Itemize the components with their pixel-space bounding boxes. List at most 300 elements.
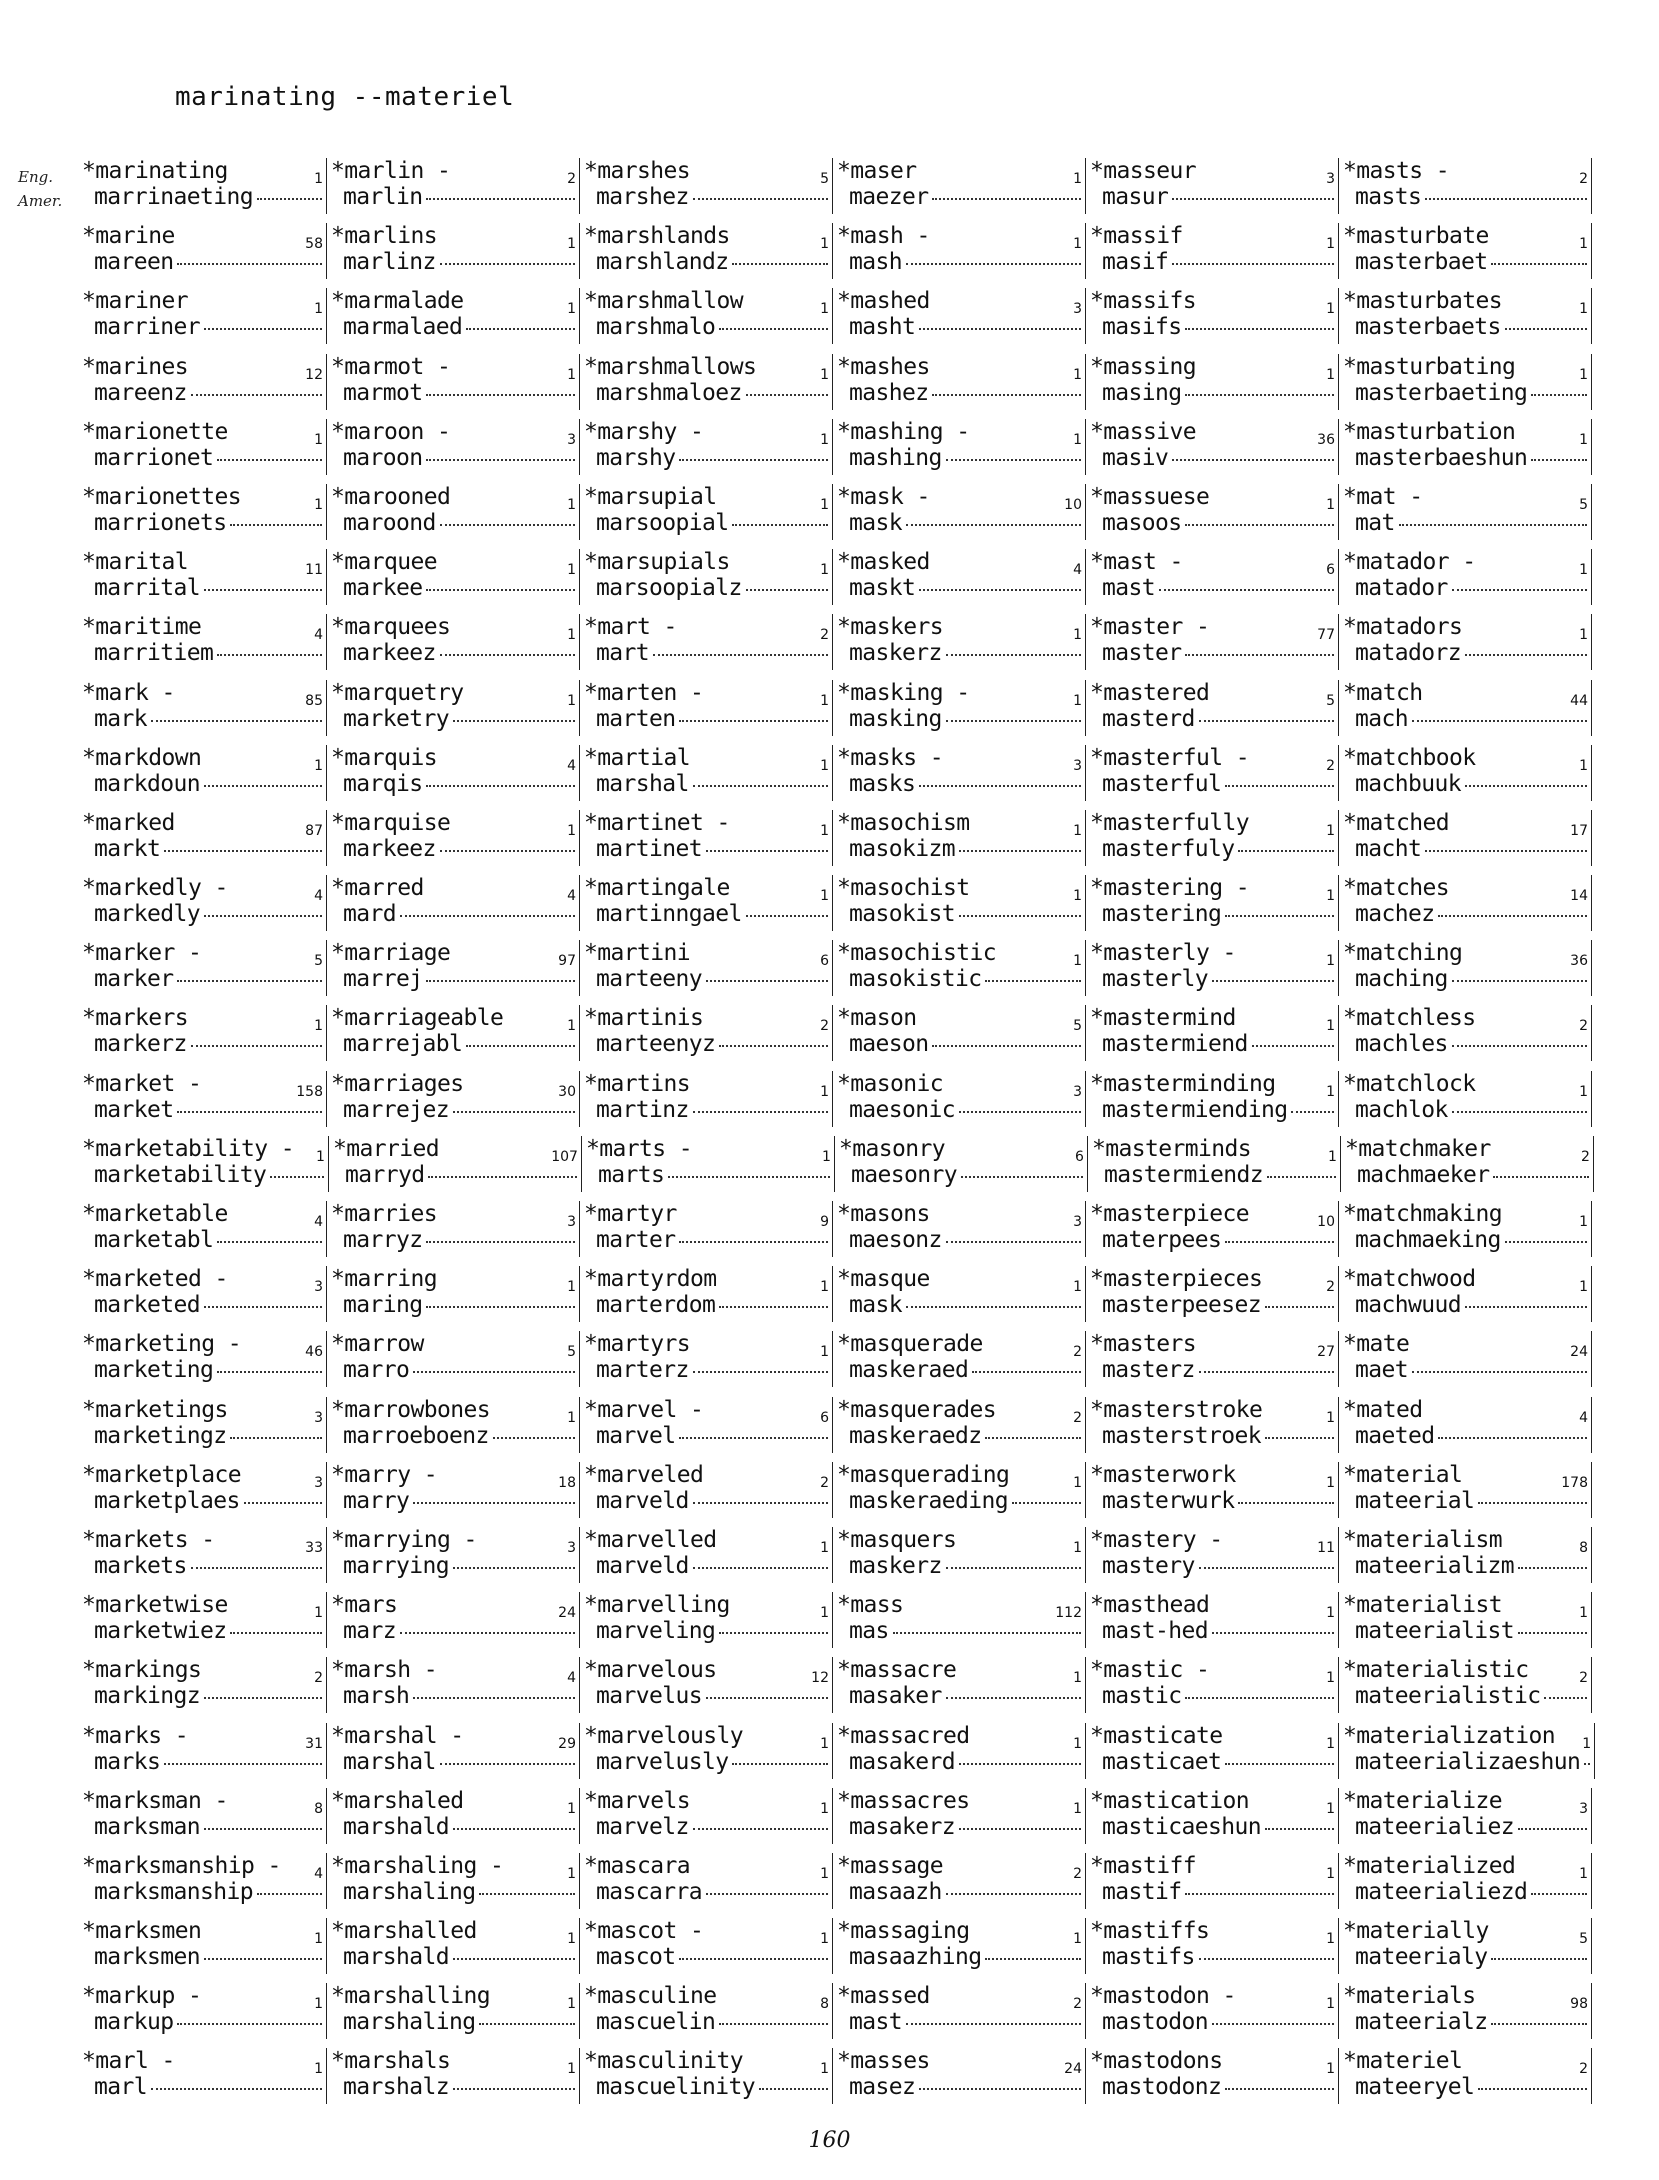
frequency-count: 1 xyxy=(1073,171,1082,187)
headword: *martini xyxy=(584,940,690,967)
respelling: mateerializm xyxy=(1355,1552,1514,1579)
respelling-line xyxy=(1343,836,1587,862)
respelling: marketing xyxy=(94,1357,214,1384)
respelling: marsoopialz xyxy=(596,575,742,602)
dotted-leader xyxy=(1199,720,1334,722)
respelling-line xyxy=(584,314,828,340)
respelling: machmaeking xyxy=(1355,1227,1501,1253)
respelling-line xyxy=(82,445,322,471)
respelling-line xyxy=(82,2009,322,2035)
headword: *matchlock xyxy=(1343,1070,1476,1097)
headword: *mash - xyxy=(837,223,930,250)
respelling: maroond xyxy=(343,509,436,536)
frequency-count: 1 xyxy=(1326,953,1335,970)
word-entry xyxy=(32,288,327,344)
headword: *marveled xyxy=(584,1461,704,1488)
word-entry xyxy=(1086,614,1339,670)
respelling: marketplaes xyxy=(94,1487,240,1514)
frequency-count: 1 xyxy=(820,1800,829,1817)
respelling: markt xyxy=(94,835,161,862)
dotted-leader xyxy=(1172,263,1334,265)
entry-row xyxy=(32,1136,1622,1201)
respelling: martinngael xyxy=(596,901,742,928)
word-entry xyxy=(1339,1592,1592,1648)
word-entry xyxy=(580,354,833,410)
entry-row xyxy=(32,1331,1622,1396)
respelling-line xyxy=(1090,1357,1334,1383)
frequency-count: 112 xyxy=(1055,1605,1082,1622)
frequency-count: 6 xyxy=(820,1409,829,1426)
respelling: marketingz xyxy=(94,1422,227,1449)
dotted-leader xyxy=(151,2088,322,2090)
dotted-leader xyxy=(732,1763,828,1765)
frequency-count: 1 xyxy=(1073,1539,1082,1556)
word-entry xyxy=(327,1723,580,1779)
entry-row xyxy=(32,1853,1622,1918)
respelling: masokistic xyxy=(849,966,982,993)
respelling: mareen xyxy=(94,249,174,276)
dotted-leader xyxy=(217,1371,322,1373)
word-entry xyxy=(1339,354,1592,410)
respelling-line xyxy=(584,510,828,536)
respelling-line xyxy=(1090,380,1334,406)
entry-row xyxy=(32,419,1622,484)
respelling-line xyxy=(1343,1357,1587,1383)
headword: *mastiff xyxy=(1090,1852,1196,1879)
respelling-line xyxy=(1090,510,1334,536)
respelling-line xyxy=(584,706,828,732)
dotted-leader xyxy=(204,1828,322,1830)
respelling-line xyxy=(1090,445,1334,471)
respelling-line xyxy=(1343,640,1587,666)
word-entry xyxy=(1339,419,1592,475)
dotted-leader xyxy=(1265,1306,1334,1308)
headword: *materialization xyxy=(1343,1722,1555,1749)
respelling: maring xyxy=(343,1292,423,1319)
respelling-line xyxy=(837,184,1081,210)
respelling-line xyxy=(331,1227,575,1253)
respelling-line xyxy=(1343,1292,1587,1318)
respelling: marshaling xyxy=(343,2009,476,2036)
respelling-line xyxy=(1343,901,1587,927)
respelling-line xyxy=(331,249,575,275)
headword: *marks - xyxy=(82,1722,188,1749)
respelling: machez xyxy=(1355,901,1435,928)
word-entry xyxy=(327,875,580,931)
headword: *marionettes xyxy=(82,483,241,510)
respelling-line xyxy=(1343,380,1587,406)
frequency-count: 1 xyxy=(820,496,829,513)
word-entry xyxy=(327,1005,580,1061)
headword: *materialize xyxy=(1343,1787,1502,1814)
respelling-line xyxy=(331,706,575,732)
dotted-leader xyxy=(204,915,322,917)
headword: *marlins xyxy=(331,223,437,250)
dotted-leader xyxy=(959,1828,1081,1830)
entry-row xyxy=(32,1527,1622,1592)
headword: *matadors xyxy=(1343,614,1463,641)
dotted-leader xyxy=(453,1828,575,1830)
respelling: marketed xyxy=(94,1292,200,1319)
frequency-count: 5 xyxy=(567,1344,576,1361)
respelling: markedly xyxy=(94,901,200,928)
frequency-count: 97 xyxy=(558,953,576,970)
headword: *marshals xyxy=(331,2048,451,2075)
respelling: marketwiez xyxy=(94,1618,227,1645)
respelling: mart xyxy=(596,640,649,667)
frequency-count: 1 xyxy=(567,562,576,579)
entry-row xyxy=(32,354,1622,419)
dotted-leader xyxy=(1505,1241,1587,1243)
frequency-count: 1 xyxy=(567,1931,576,1948)
dotted-leader xyxy=(1531,394,1587,396)
respelling: masterpeesez xyxy=(1102,1292,1261,1319)
dotted-leader xyxy=(217,654,322,656)
respelling: marks xyxy=(94,1748,161,1775)
respelling-line xyxy=(584,1423,828,1449)
respelling: marl xyxy=(94,2074,147,2101)
word-entry xyxy=(32,1657,327,1713)
respelling: masing xyxy=(1102,379,1182,406)
frequency-count: 1 xyxy=(1326,1670,1335,1687)
headword: *marry - xyxy=(331,1461,437,1488)
respelling: marmalaed xyxy=(343,314,463,341)
word-entry xyxy=(833,1397,1086,1453)
headword: *markdown xyxy=(82,744,202,771)
page-title: marinating --materiel xyxy=(175,82,515,112)
frequency-count: 46 xyxy=(305,1344,323,1361)
respelling-line xyxy=(82,249,322,275)
headword: *marketplace xyxy=(82,1461,241,1488)
headword: *mastodons xyxy=(1090,2048,1223,2075)
word-entry xyxy=(580,1853,833,1909)
dotted-leader xyxy=(426,459,575,461)
dotted-leader xyxy=(706,850,828,852)
headword: *martingale xyxy=(584,875,730,902)
frequency-count: 3 xyxy=(1326,171,1335,187)
entry-row xyxy=(32,745,1622,810)
respelling-line xyxy=(837,575,1081,601)
dotted-leader xyxy=(230,524,322,526)
frequency-count: 1 xyxy=(314,1931,323,1948)
respelling-line xyxy=(1343,706,1587,732)
frequency-count: 1 xyxy=(567,496,576,513)
headword: *marker - xyxy=(82,940,202,967)
word-entry xyxy=(329,1136,582,1192)
frequency-count: 24 xyxy=(558,1605,576,1622)
dotted-leader xyxy=(440,1763,575,1765)
respelling-line xyxy=(82,2074,322,2100)
respelling: mastermiend xyxy=(1102,1031,1248,1058)
frequency-count: 1 xyxy=(820,1865,829,1882)
word-entry xyxy=(327,1853,580,1909)
headword: *masochism xyxy=(837,809,970,836)
word-entry xyxy=(833,1983,1086,2039)
respelling-line xyxy=(1343,771,1587,797)
dotted-leader xyxy=(1159,589,1334,591)
word-entry xyxy=(327,680,580,736)
respelling: marro xyxy=(343,1357,410,1384)
respelling: mat xyxy=(1355,509,1395,536)
respelling: marteenyz xyxy=(596,1031,716,1058)
headword: *marl - xyxy=(82,2048,175,2075)
frequency-count: 4 xyxy=(567,888,576,905)
respelling-line xyxy=(839,1162,1083,1188)
dotted-leader xyxy=(1465,654,1587,656)
respelling: maeson xyxy=(849,1031,929,1058)
headword: *martinet - xyxy=(584,809,730,836)
respelling-line xyxy=(82,1749,322,1775)
word-entry xyxy=(1086,1723,1339,1779)
word-entry xyxy=(580,419,833,475)
headword: *markers xyxy=(82,1005,188,1032)
word-entry xyxy=(833,1005,1086,1061)
respelling-line xyxy=(586,1162,830,1188)
headword: *masts - xyxy=(1343,158,1449,184)
dotted-leader xyxy=(244,1502,322,1504)
dotted-leader xyxy=(400,1632,575,1634)
frequency-count: 1 xyxy=(1326,1409,1335,1426)
headword: *marsh - xyxy=(331,1657,437,1684)
headword: *material xyxy=(1343,1461,1463,1488)
entry-row xyxy=(32,1005,1622,1070)
respelling-line xyxy=(584,1814,828,1840)
dotted-leader xyxy=(679,1958,828,1960)
dotted-leader xyxy=(453,2088,575,2090)
word-entry xyxy=(833,419,1086,475)
respelling: mastering xyxy=(1102,901,1222,928)
headword: *marshmallow xyxy=(584,288,743,315)
headword: *massive xyxy=(1090,418,1196,445)
word-entry xyxy=(327,1983,580,2039)
respelling: maroon xyxy=(343,444,423,471)
respelling-line xyxy=(82,706,322,732)
word-entry xyxy=(833,875,1086,931)
dotted-leader xyxy=(1225,915,1334,917)
headword: *matches xyxy=(1343,875,1449,902)
headword: *materialist xyxy=(1343,1592,1502,1619)
respelling-line xyxy=(82,836,322,862)
word-entry xyxy=(32,1201,327,1257)
dotted-leader xyxy=(893,1632,1081,1634)
headword: *mashing - xyxy=(837,418,970,445)
frequency-count: 1 xyxy=(1073,431,1082,448)
respelling: masiv xyxy=(1102,444,1169,471)
frequency-count: 85 xyxy=(305,692,323,709)
respelling: marryd xyxy=(344,1161,425,1188)
frequency-count: 1 xyxy=(314,171,323,187)
respelling-line xyxy=(1090,575,1334,601)
frequency-count: 1 xyxy=(820,1083,829,1100)
word-entry xyxy=(833,549,1086,605)
frequency-count: 1 xyxy=(1582,1735,1592,1752)
word-entry xyxy=(1086,1397,1339,1453)
frequency-count: 1 xyxy=(1326,1605,1335,1622)
respelling: masticaet xyxy=(1102,1748,1222,1775)
entry-row xyxy=(32,1657,1622,1722)
respelling: masaazh xyxy=(849,1878,942,1905)
respelling: marketability xyxy=(94,1161,267,1188)
headword: *masterminds xyxy=(1091,1135,1251,1162)
headword: *marital xyxy=(82,549,188,576)
respelling: mashez xyxy=(849,379,929,406)
frequency-count: 1 xyxy=(567,627,576,644)
respelling: matador xyxy=(1355,575,1448,602)
headword: *master - xyxy=(1090,614,1210,641)
headword: *martyrs xyxy=(584,1331,690,1358)
dotted-leader xyxy=(693,1828,828,1830)
dotted-leader xyxy=(946,1567,1081,1569)
entry-row xyxy=(32,1723,1622,1788)
respelling: masterd xyxy=(1102,705,1195,732)
respelling: markets xyxy=(94,1552,187,1579)
respelling-line xyxy=(1343,445,1587,471)
word-entry xyxy=(32,354,327,410)
word-entry xyxy=(1339,1657,1592,1713)
respelling-line xyxy=(331,1749,575,1775)
frequency-count: 1 xyxy=(1326,1018,1335,1035)
respelling-line xyxy=(331,836,575,862)
frequency-count: 3 xyxy=(1073,301,1082,318)
word-entry xyxy=(580,549,833,605)
frequency-count: 14 xyxy=(1570,888,1588,905)
word-entry xyxy=(1086,810,1339,866)
word-entry xyxy=(1339,745,1592,801)
respelling: mast xyxy=(849,2009,902,2036)
respelling: mascarra xyxy=(596,1878,702,1905)
respelling: mateerialz xyxy=(1355,2009,1488,2036)
respelling: mast-hed xyxy=(1102,1618,1208,1645)
headword: *marshmallows xyxy=(584,353,757,380)
word-entry xyxy=(327,1266,580,1322)
word-entry xyxy=(327,419,580,475)
frequency-count: 1 xyxy=(1326,301,1335,318)
respelling: mastifs xyxy=(1102,1944,1195,1971)
frequency-count: 1 xyxy=(820,888,829,905)
frequency-count: 24 xyxy=(1064,2061,1082,2078)
headword: *mass xyxy=(837,1592,904,1619)
dotted-leader xyxy=(906,263,1081,265)
dotted-leader xyxy=(906,1306,1081,1308)
headword: *materially xyxy=(1343,1918,1489,1945)
word-entry xyxy=(327,1201,580,1257)
frequency-count: 4 xyxy=(1579,1409,1588,1426)
dotted-leader xyxy=(177,1111,322,1113)
dotted-leader xyxy=(257,1893,322,1895)
word-entry xyxy=(1339,1853,1592,1909)
word-entry xyxy=(1339,1918,1592,1974)
respelling: martinet xyxy=(596,835,702,862)
respelling-line xyxy=(1090,1423,1334,1449)
frequency-count: 1 xyxy=(1579,1279,1588,1296)
respelling-line xyxy=(1090,771,1334,797)
respelling-line xyxy=(837,1749,1081,1775)
frequency-count: 2 xyxy=(1073,1409,1082,1426)
respelling: mastery xyxy=(1102,1552,1195,1579)
frequency-count: 98 xyxy=(1570,1996,1588,2013)
headword: *marshes xyxy=(584,158,690,184)
frequency-count: 1 xyxy=(1073,1474,1082,1491)
dotted-leader xyxy=(668,1176,830,1178)
frequency-count: 1 xyxy=(1326,1800,1335,1817)
word-entry xyxy=(1086,1005,1339,1061)
frequency-count: 3 xyxy=(1073,1083,1082,1100)
headword: *masquerades xyxy=(837,1396,996,1423)
dotted-leader xyxy=(919,589,1081,591)
frequency-count: 1 xyxy=(822,1148,831,1165)
respelling-line xyxy=(837,706,1081,732)
respelling: marshald xyxy=(343,1813,449,1840)
dotted-leader xyxy=(177,2023,322,2025)
dotted-leader xyxy=(1544,1697,1587,1699)
word-entry xyxy=(32,1397,327,1453)
respelling-line xyxy=(584,445,828,471)
respelling-line xyxy=(837,1227,1081,1253)
word-entry xyxy=(833,223,1086,279)
respelling-line xyxy=(1343,510,1587,536)
headword: *masons xyxy=(837,1201,930,1227)
frequency-count: 1 xyxy=(316,1148,325,1165)
headword: *matchmaker xyxy=(1344,1135,1491,1162)
dotted-leader xyxy=(426,394,575,396)
dotted-leader xyxy=(191,394,322,396)
respelling-line xyxy=(331,445,575,471)
dotted-leader xyxy=(1452,980,1587,982)
dotted-leader xyxy=(426,198,575,200)
dotted-leader xyxy=(413,1697,575,1699)
dotted-leader xyxy=(440,263,575,265)
respelling-line xyxy=(584,1292,828,1318)
headword: *masked xyxy=(837,549,930,576)
respelling-line xyxy=(1343,966,1587,992)
respelling: maesonz xyxy=(849,1227,942,1253)
frequency-count: 8 xyxy=(314,1800,323,1817)
respelling-line xyxy=(331,1423,575,1449)
frequency-count: 1 xyxy=(567,301,576,318)
headword: *masturbate xyxy=(1343,223,1489,250)
frequency-count: 1 xyxy=(820,2061,829,2078)
respelling: marterz xyxy=(596,1357,689,1384)
frequency-count: 2 xyxy=(314,1670,323,1687)
respelling: marrinaeting xyxy=(94,184,253,210)
respelling-line xyxy=(1090,1749,1334,1775)
dotted-leader xyxy=(1225,785,1334,787)
frequency-count: 1 xyxy=(1579,1214,1588,1230)
headword: *masterpiece xyxy=(1090,1201,1249,1227)
dotted-leader xyxy=(204,1958,322,1960)
dotted-leader xyxy=(1438,1437,1587,1439)
respelling-line xyxy=(82,1031,322,1057)
headword: *married xyxy=(332,1135,439,1162)
respelling: marveld xyxy=(596,1487,689,1514)
word-entry xyxy=(833,1592,1086,1648)
word-entry xyxy=(833,1331,1086,1387)
respelling-line xyxy=(1092,1162,1336,1188)
dotted-leader xyxy=(746,394,828,396)
respelling-line xyxy=(82,1227,322,1253)
respelling: markerz xyxy=(94,1031,187,1058)
word-entry xyxy=(32,940,327,996)
dotted-leader xyxy=(466,328,575,330)
dotted-leader xyxy=(919,785,1081,787)
respelling: marz xyxy=(343,1618,396,1645)
respelling: marrej xyxy=(343,966,423,993)
respelling-line xyxy=(82,1944,322,1970)
word-entry xyxy=(833,1657,1086,1713)
respelling-line xyxy=(331,640,575,666)
respelling: mateerialist xyxy=(1355,1618,1514,1645)
frequency-count: 2 xyxy=(1073,1344,1082,1361)
